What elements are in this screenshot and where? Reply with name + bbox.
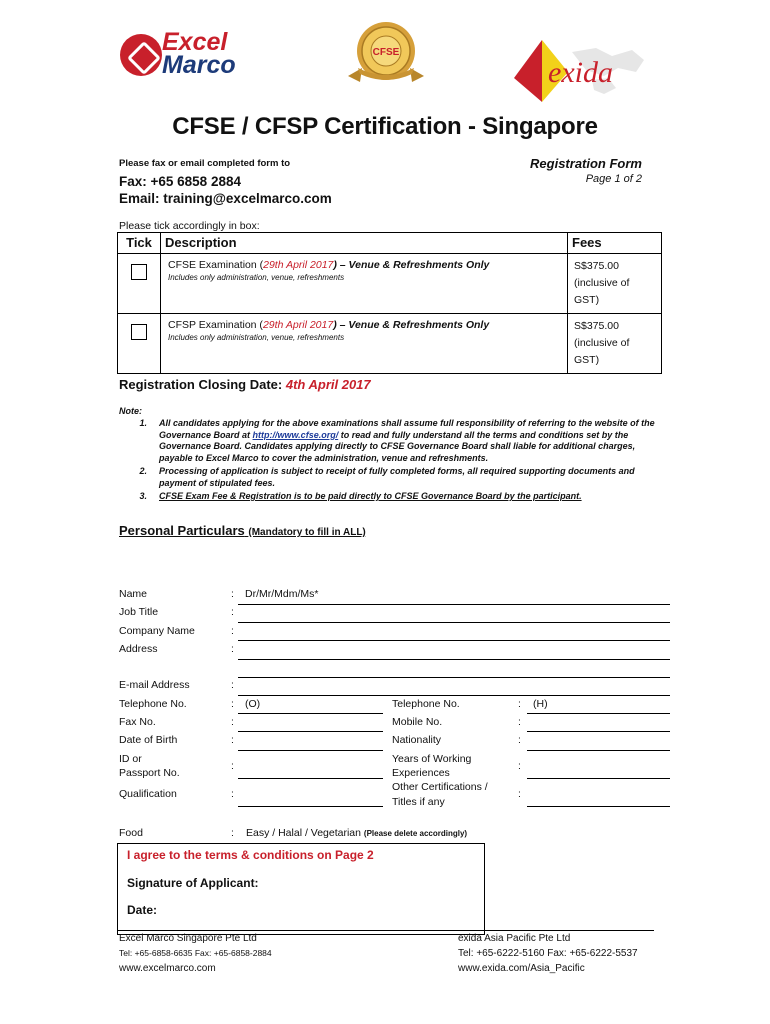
colon: : <box>231 643 234 655</box>
address-field-line1[interactable] <box>238 659 670 660</box>
excel-marco-logo-line2: Marco <box>162 51 236 79</box>
note-heading: Note: <box>119 406 142 416</box>
tick-instruction: Please tick accordingly in box: <box>119 220 260 232</box>
svg-text:CFSE: CFSE <box>372 47 400 58</box>
footer-company: Excel Marco Singapore Pte Ltd <box>119 933 257 944</box>
fee-amount: S$375.00 <box>574 320 619 332</box>
footer-right <box>458 931 638 976</box>
id-label: ID or <box>119 753 142 765</box>
colon: : <box>231 679 234 691</box>
note-number: 2. <box>139 466 147 476</box>
address-label: Address <box>119 643 158 655</box>
fax-number: Fax: +65 6858 2884 <box>119 174 241 189</box>
desc-text: ) – Venue & Refreshments Only <box>333 319 490 331</box>
colon: : <box>518 760 521 772</box>
date-label: Date: <box>127 903 158 917</box>
note-text: to read and fully understand all the terms and conditions set by the Governance Board. Candidates applying directly to CFSE Governance Board shall liable for additional charges, payable to Excel Marco to cover the administration, venue and refreshments. <box>159 429 636 463</box>
certifications-field[interactable] <box>527 806 670 807</box>
job-title-field[interactable] <box>238 622 670 623</box>
page-title: CFSE / CFSP Certification - Singapore <box>172 113 598 140</box>
email-label: E-mail Address <box>119 679 190 691</box>
food-label: Food <box>119 827 143 839</box>
fee-note: (inclusive of GST) <box>574 277 630 306</box>
colon: : <box>231 698 234 710</box>
excel-marco-mark-icon <box>120 34 162 76</box>
food-options <box>246 827 467 839</box>
col-header-fees: Fees <box>568 233 662 254</box>
fax-field[interactable] <box>238 731 383 732</box>
mobile-label: Mobile No. <box>392 716 443 728</box>
telephone-field[interactable] <box>238 713 383 714</box>
desc-text: ) – Venue & Refreshments Only <box>333 259 490 271</box>
footer-phone: Tel: +65-6222-5160 Fax: +65-6222-5537 <box>458 948 638 959</box>
cfsp-exam-description <box>162 315 566 331</box>
note-number: 3. <box>139 491 147 501</box>
mobile-field[interactable] <box>527 731 670 732</box>
nationality-label: Nationality <box>392 734 442 746</box>
fee-amount: S$375.00 <box>574 260 619 272</box>
passport-field[interactable] <box>238 778 383 779</box>
note-text: All candidates applying for the above examinations shall assume full responsibility of referring to the website of the Governance Board at <box>159 418 655 440</box>
colon: : <box>231 606 234 618</box>
footer-phone: Tel: +65-6858-6635 Fax: +65-6858-2884 <box>119 948 272 958</box>
colon: : <box>518 788 521 800</box>
closing-date-value: 4th April 2017 <box>285 377 371 392</box>
fax-label: Fax No. <box>119 716 156 728</box>
experiences-label: Experiences <box>392 767 450 779</box>
colon: : <box>518 698 521 710</box>
titles-label: Titles if any <box>392 796 445 808</box>
company-name-field[interactable] <box>238 640 670 641</box>
name-field[interactable] <box>238 604 670 605</box>
desc-subtext: Includes only administration, venue, refreshments <box>168 333 345 342</box>
fax-instruction: Please fax or email completed form to <box>119 158 291 169</box>
form-name: Registration Form <box>530 156 642 171</box>
personal-particulars-heading <box>119 523 366 538</box>
telephone-home-label: Telephone No. <box>392 698 460 710</box>
nationality-field[interactable] <box>527 750 670 751</box>
food-value: Easy / Halal / Vegetarian <box>246 827 361 839</box>
footer-company: exida Asia Pacific Pte Ltd <box>458 933 571 944</box>
colon: : <box>231 716 234 728</box>
job-title-label: Job Title <box>119 606 159 618</box>
email-address: Email: training@excelmarco.com <box>119 191 332 206</box>
passport-label: Passport No. <box>119 767 180 779</box>
tick-checkbox-cfsp[interactable] <box>131 324 147 340</box>
agreement-box <box>117 843 485 935</box>
col-header-description: Description <box>161 233 568 254</box>
section-title: Personal Particulars <box>119 523 245 538</box>
name-value: Dr/Mr/Mdm/Ms* <box>245 588 319 600</box>
address-field-line2[interactable] <box>238 677 670 678</box>
colon: : <box>518 716 521 728</box>
colon: : <box>231 788 234 800</box>
dob-field[interactable] <box>238 750 383 751</box>
section-subtitle: (Mandatory to fill in ALL) <box>248 527 366 538</box>
email-field[interactable] <box>238 695 670 696</box>
food-note: (Please delete accordingly) <box>363 829 468 838</box>
note-item <box>159 418 659 464</box>
telephone-office-prefix: (O) <box>245 698 261 710</box>
note-item: Processing of application is subject to receipt of fully completed forms, all required supporting documents and payment of stipulated fees. <box>159 466 635 488</box>
desc-text: CFSE Examination ( <box>168 259 264 271</box>
fee-note: (inclusive of GST) <box>574 337 630 366</box>
col-header-tick: Tick <box>118 233 161 254</box>
qualification-field[interactable] <box>238 806 383 807</box>
telephone-home-prefix: (H) <box>533 698 548 710</box>
colon: : <box>231 588 234 600</box>
desc-text: CFSP Examination ( <box>168 319 263 331</box>
name-label: Name <box>119 588 148 600</box>
company-name-label: Company Name <box>119 625 195 637</box>
years-field[interactable] <box>527 778 670 779</box>
colon: : <box>231 827 234 839</box>
colon: : <box>231 625 234 637</box>
table-row <box>118 314 662 374</box>
excel-marco-logo <box>120 30 255 82</box>
cfse-website-link[interactable]: http://www.cfse.org/ <box>252 429 339 440</box>
exam-date: 29th April 2017 <box>262 319 334 331</box>
excel-marco-logo-line1: Excel <box>162 28 228 56</box>
cfse-seal-logo <box>342 20 430 86</box>
years-label: Years of Working <box>392 753 472 765</box>
desc-subtext: Includes only administration, venue, refreshments <box>168 273 345 282</box>
colon: : <box>231 734 234 746</box>
certifications-label: Other Certifications / <box>392 781 488 793</box>
telephone-label: Telephone No. <box>119 698 187 710</box>
exam-date: 29th April 2017 <box>263 259 334 271</box>
closing-label: Registration Closing Date: <box>119 377 286 392</box>
telephone-home-field[interactable] <box>527 713 670 714</box>
footer-website: www.excelmarco.com <box>119 963 216 974</box>
exida-wordmark: exida <box>548 56 613 89</box>
cfse-exam-description <box>162 255 566 271</box>
tick-checkbox-cfse[interactable] <box>131 264 147 280</box>
note-item: CFSE Exam Fee & Registration is to be paid directly to CFSE Governance Board by the participant. <box>159 491 582 501</box>
dob-label: Date of Birth <box>119 734 178 746</box>
fees-table <box>117 232 662 374</box>
colon: : <box>518 734 521 746</box>
colon: : <box>231 760 234 772</box>
footer-website: www.exida.com/Asia_Pacific <box>458 963 585 974</box>
closing-date <box>119 377 371 392</box>
table-row <box>118 254 662 314</box>
qualification-label: Qualification <box>119 788 177 800</box>
note-number: 1. <box>139 418 147 428</box>
terms-agreement-text: I agree to the terms & conditions on Page 2 <box>127 848 374 862</box>
page-number: Page 1 of 2 <box>585 173 642 185</box>
footer-left <box>119 931 272 976</box>
signature-label: Signature of Applicant: <box>127 876 259 890</box>
